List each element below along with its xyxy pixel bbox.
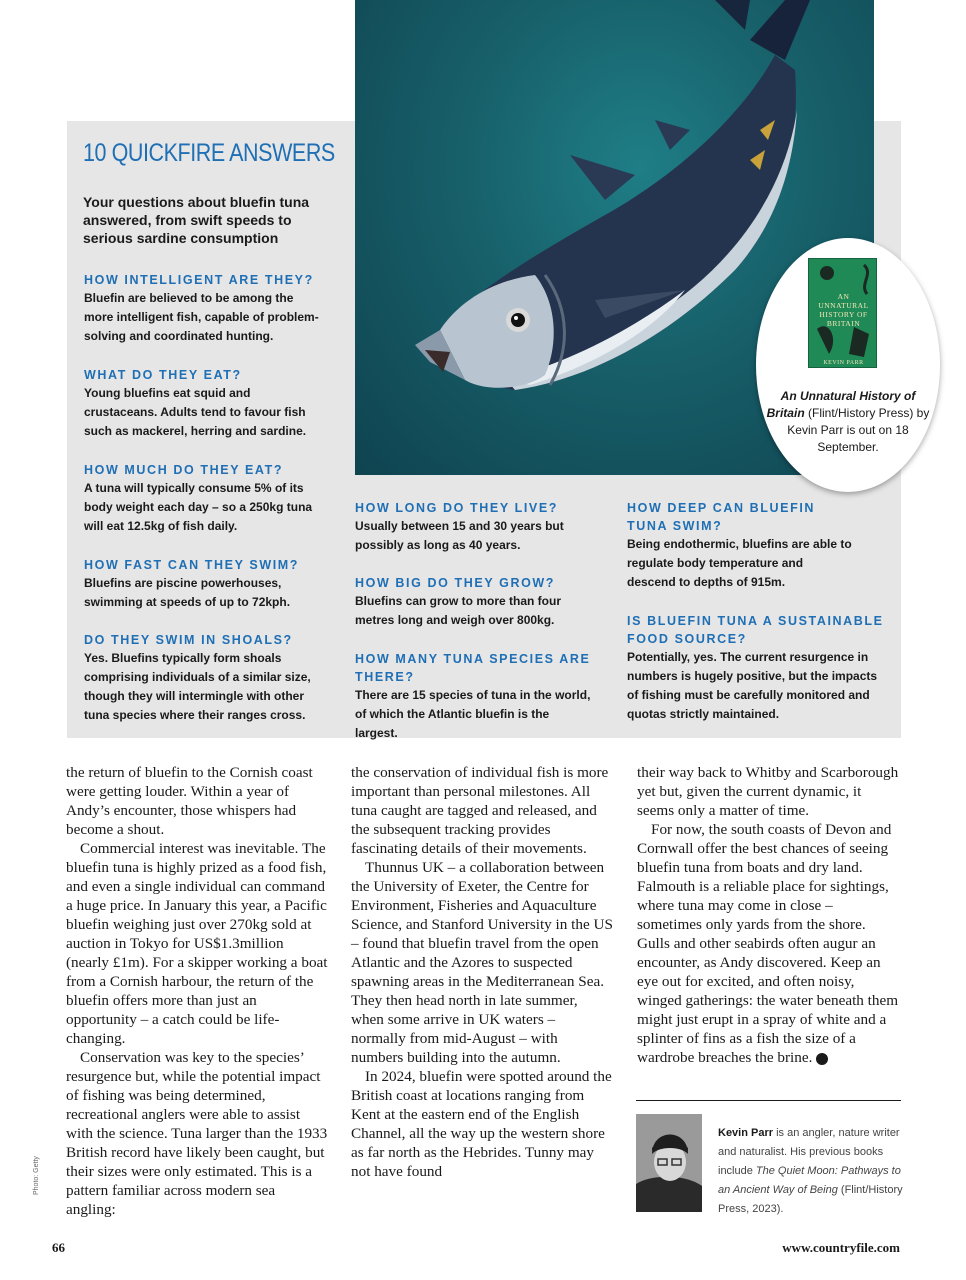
qa-item xyxy=(84,271,324,346)
qa-item xyxy=(627,499,852,592)
qa-item xyxy=(84,631,329,725)
qa-question: HOW MUCH DO THEY EAT? xyxy=(84,463,284,477)
qa-item xyxy=(84,366,324,441)
author-book-title: The Quiet Moon: Pathways to an Ancient Way of Being xyxy=(718,1165,901,1196)
qa-answer: Potentially, yes. The current resurgence in numbers is hugely positive, but the impacts of fishing must be carefully monitored and quotas strictly maintained. xyxy=(627,650,878,721)
book-cover-line: BRITAIN xyxy=(826,319,861,328)
qa-answer: Yes. Bluefins typically form shoals comprising individuals of a similar size, though they will intermingle with other tuna species where their ranges cross. xyxy=(84,651,311,722)
qa-question: HOW FAST CAN THEY SWIM? xyxy=(84,558,300,572)
article-paragraph: their way back to Whitby and Scarborough yet but, given the current dynamic, it seems only a matter of time. xyxy=(637,764,899,819)
author-photo xyxy=(636,1114,702,1212)
article-paragraph: Thunnus UK – a collaboration between the University of Exeter, the Centre for Environment, Fisheries and Aquaculture Science, and Stanford University in the US – found that bluefin travel from the open Atlantic and the Azores to suspected spawning areas in the Mediterranean Sea. They then head north in late summer, when some arrive in UK waters – normally from mid-August – with numbers building into the autumn. xyxy=(351,859,613,1066)
qa-question: HOW BIG DO THEY GROW? xyxy=(355,576,556,590)
qa-answer: Bluefins are piscine powerhouses, swimming at speeds of up to 72kph. xyxy=(84,576,291,609)
qa-answer: There are 15 species of tuna in the world, of which the Atlantic bluefin is the largest. xyxy=(355,688,591,740)
qa-answer: Usually between 15 and 30 years but possibly as long as 40 years. xyxy=(355,519,564,552)
book-cover-author: KEVIN PARR xyxy=(823,360,864,366)
article-column-3 xyxy=(637,763,899,1067)
quickfire-title: 10 QUICKFIRE ANSWERS xyxy=(83,139,335,167)
qa-item xyxy=(355,499,605,555)
article-paragraph xyxy=(637,820,899,1067)
website-url[interactable]: www.countryfile.com xyxy=(782,1240,900,1255)
author-bio-end: (Flint/History Press, 2023). xyxy=(718,1184,903,1215)
qa-answer: Young bluefins eat squid and crustaceans. Adults tend to favour fish such as mackerel, herring and sardine. xyxy=(84,386,307,438)
qa-question: HOW LONG DO THEY LIVE? xyxy=(355,501,559,515)
author-name: Kevin Parr xyxy=(718,1127,774,1139)
book-cover-line: UNNATURAL xyxy=(818,301,869,310)
end-of-article-icon: C xyxy=(816,1053,828,1065)
qa-answer: Being endothermic, bluefins are able to regulate body temperature and descend to depths of 915m. xyxy=(627,537,852,589)
qa-question: HOW DEEP CAN BLUEFIN TUNA SWIM? xyxy=(627,501,816,533)
qa-question: WHAT DO THEY EAT? xyxy=(84,368,242,382)
qa-item xyxy=(84,556,329,612)
qa-answer: Bluefins can grow to more than four metres long and weigh over 800kg. xyxy=(355,594,562,627)
qa-item xyxy=(355,650,595,743)
qa-answer: A tuna will typically consume 5% of its body weight each day – so a 250kg tuna will eat 12.5kg of fish daily. xyxy=(84,481,313,533)
qa-question: IS BLUEFIN TUNA A SUSTAINABLE FOOD SOURCE? xyxy=(627,614,884,646)
page-number: 66 xyxy=(52,1240,65,1255)
quickfire-intro: Your questions about bluefin tuna answered, from swift speeds to serious sardine consumption xyxy=(83,194,310,246)
qa-answer: Bluefin are believed to be among the more intelligent fish, capable of problem-solving and coordinated hunting. xyxy=(84,291,319,343)
author-bio-text: is an angler, nature writer and naturalist. His previous books include xyxy=(718,1127,900,1177)
qa-item xyxy=(84,461,324,536)
author-bio xyxy=(718,1124,904,1219)
photo-credit: Photo: Getty xyxy=(33,1156,40,1195)
book-caption-details: (Flint/History Press) by Kevin Parr is out on 18 September. xyxy=(787,406,930,454)
article-paragraph: In 2024, bluefin were spotted around the British coast at locations ranging from Kent at the eastern end of the English Channel, all the way up the western shore as far north as the Hebrides. Tunny may not have found xyxy=(351,1068,612,1180)
book-cover-line: AN xyxy=(837,292,850,301)
book-cover xyxy=(808,258,877,368)
book-caption-title: An Unnatural History of Britain xyxy=(766,389,916,420)
article-paragraph: Conservation was key to the species’ resurgence but, while the potential impact of fishing was being determined, recreational anglers were able to assist with the science. Tuna larger than the 1933 British record have likely been caught, but their sizes were only estimated. This is a pattern familiar across modern sea angling: xyxy=(66,1049,328,1218)
qa-item xyxy=(355,574,595,630)
qa-question: HOW INTELLIGENT ARE THEY? xyxy=(84,273,314,287)
article-paragraph: the conservation of individual fish is more important than personal milestones. All tuna caught are tagged and released, and the subsequent tracking provides fascinating details of their movements. xyxy=(351,764,609,857)
article-paragraph: the return of bluefin to the Cornish coast were getting louder. Within a year of Andy’s encounter, those whispers had become a shout. xyxy=(66,764,313,838)
article-paragraph-text: For now, the south coasts of Devon and Cornwall offer the best chances of seeing bluefin tuna from boats and dry land. Falmouth is a reliable place for sightings, where tuna may come in close – sometimes only yards from the shore. Gulls and other seabirds often augur an encounter, as Andy discovered. Keep an eye out for excited, and often noisy, winged gatherings: the water beneath them might just erupt in a spray of white and a splinter of fins as a fish the size of a wardrobe breaches the brine. xyxy=(637,821,899,1066)
book-cover-line: HISTORY OF xyxy=(819,310,868,319)
author-portrait xyxy=(636,1114,702,1212)
article-paragraph: Commercial interest was inevitable. The bluefin tuna is highly prized as a food fish, and even a single individual can command a huge price. In January this year, a Pacific bluefin weighing just over 270kg sold at auction in Tokyo for US$1.3million (nearly £1m). For a skipper working a boat from a Cornish harbour, the return of the bluefin offers more than just an opportunity – a catch could be life-changing. xyxy=(66,840,328,1047)
book-promo xyxy=(756,238,940,492)
book-caption xyxy=(762,388,934,456)
qa-question: DO THEY SWIM IN SHOALS? xyxy=(84,633,293,647)
author-divider xyxy=(636,1100,901,1101)
article-column-2 xyxy=(351,763,613,1181)
article-column-1 xyxy=(66,763,328,1219)
qa-item xyxy=(627,612,887,724)
qa-question: HOW MANY TUNA SPECIES ARE THERE? xyxy=(355,652,591,684)
